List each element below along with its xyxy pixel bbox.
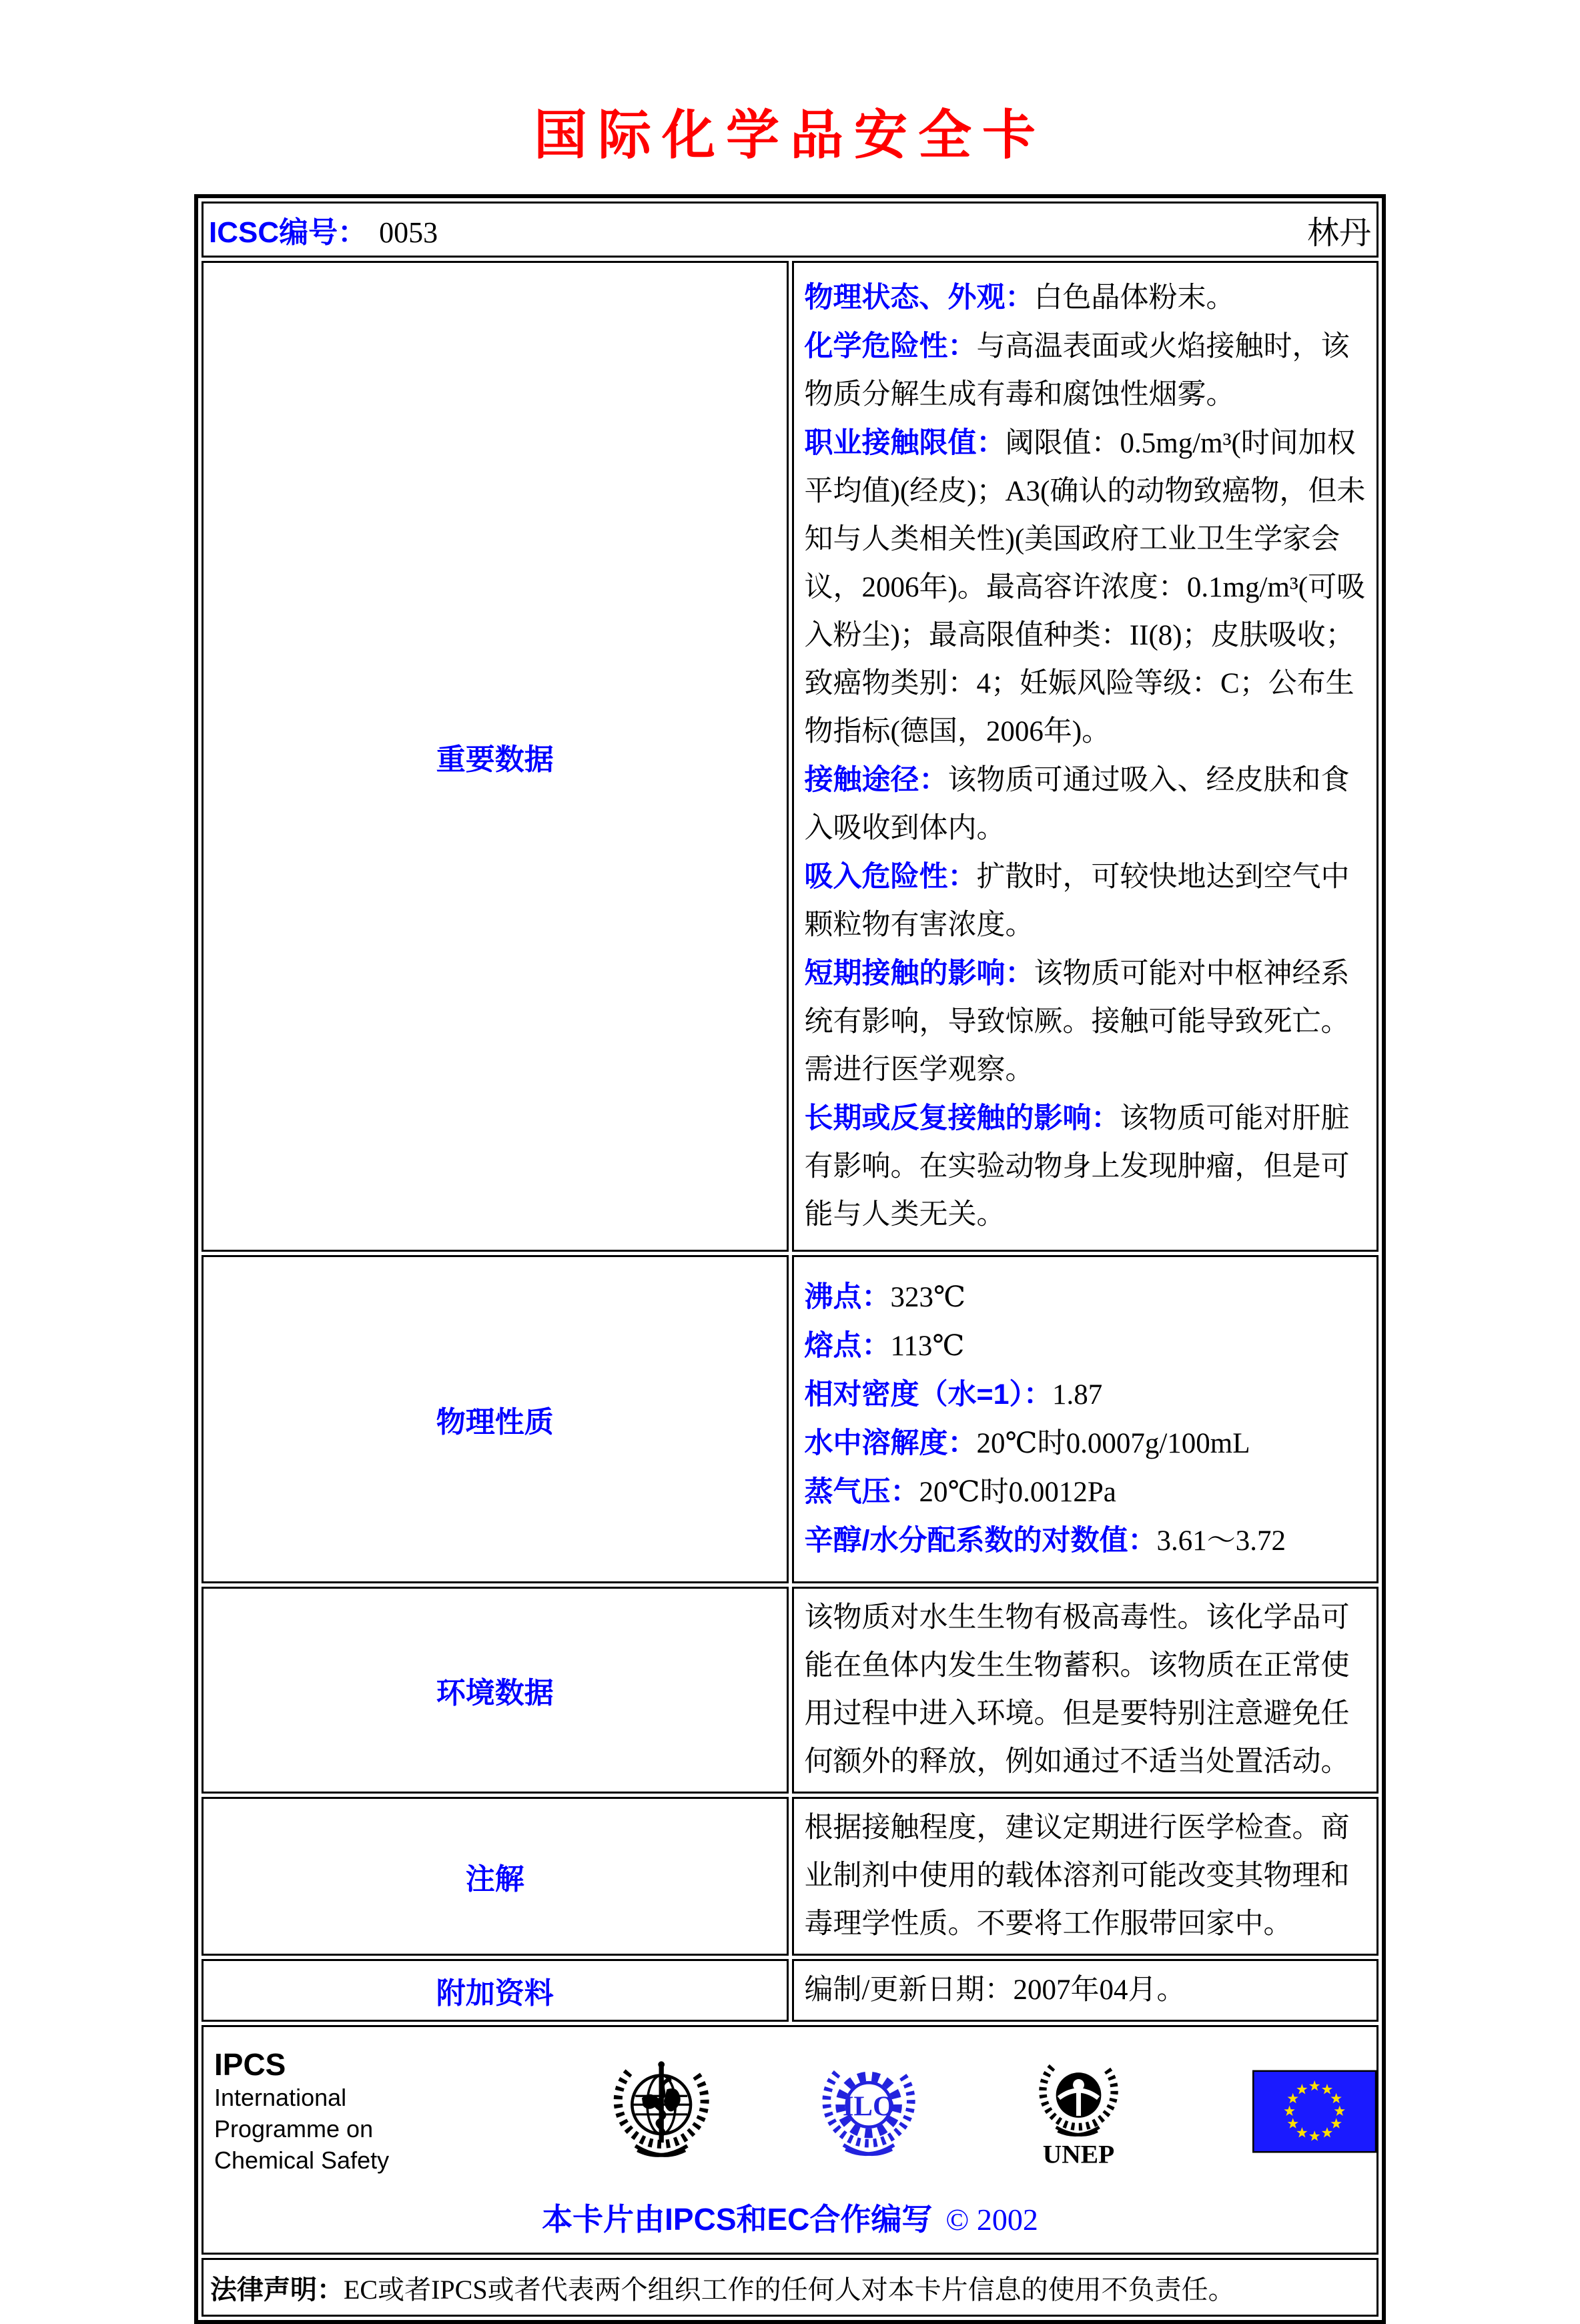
data-item	[805, 756, 1369, 853]
field-label: 短期接触的影响：	[804, 957, 1034, 990]
field-label: 化学危险性：	[804, 330, 977, 362]
ipcs-subtitle-line: Chemical Safety	[214, 2146, 390, 2174]
table-row	[202, 1587, 1378, 1794]
unep-logo-icon	[1032, 2044, 1126, 2178]
field-label: 物理状态、外观：	[804, 282, 1034, 314]
svg-text:UNEP: UNEP	[1042, 2139, 1114, 2169]
data-item	[805, 1419, 1369, 1468]
data-item	[805, 274, 1369, 322]
field-label: 职业接触限值：	[804, 427, 1006, 459]
data-item	[805, 1094, 1369, 1239]
field-value: 该物质对水生生物有极高毒性。该化学品可能在鱼体内发生生物蓄积。该物质在正常使用过程中进入环境。但是要特别注意避免任何额外的释放，例如通过不适当处置活动。	[804, 1602, 1350, 1778]
copyright-text: © 2002	[945, 2203, 1038, 2237]
page-title: 国际化学品安全卡	[534, 107, 1046, 165]
field-value: 20℃时0.0007g/100mL	[976, 1428, 1250, 1459]
field-label: 水中溶解度：	[804, 1427, 977, 1459]
field-value: 扩散时，可较快地达到空气中颗粒物有害浓度。	[804, 861, 1350, 941]
field-value: 323℃	[890, 1282, 966, 1313]
notes-content	[792, 1797, 1379, 1956]
eu-flag-icon	[1252, 2063, 1376, 2160]
icsc-number-value: 0053	[379, 216, 438, 249]
field-label: 熔点：	[804, 1330, 891, 1362]
data-item	[805, 1966, 1369, 2014]
field-label: 吸入危险性：	[804, 861, 977, 893]
field-label: 长期或反复接触的影响：	[804, 1102, 1120, 1134]
environmental-data-content	[792, 1587, 1379, 1794]
section-label-additional-info: 附加资料	[202, 1959, 789, 2022]
table-row	[202, 202, 1378, 258]
data-item	[805, 1594, 1369, 1786]
ipcs-title: IPCS	[214, 2046, 286, 2082]
logos-cell	[202, 2025, 1378, 2255]
ipcs-subtitle-line: Programme on	[214, 2114, 374, 2143]
section-label-environmental-data: 环境数据	[202, 1587, 789, 1794]
legal-label: 法律声明：	[210, 2275, 344, 2305]
table-row	[202, 1959, 1378, 2022]
svg-text:ILO: ILO	[842, 2090, 895, 2122]
field-value: 20℃时0.0012Pa	[919, 1477, 1116, 1508]
ilo-logo-icon	[816, 2051, 921, 2171]
legal-text: EC或者IPCS或者代表两个组织工作的任何人对本卡片信息的使用不负责任。	[344, 2274, 1235, 2305]
chemical-name: 林丹	[1306, 215, 1371, 251]
legal-cell	[202, 2258, 1378, 2317]
field-value: 该物质可能对肝脏有影响。在实验动物身上发现肿瘤，但是可能与人类无关。	[804, 1103, 1350, 1230]
physical-properties-content	[792, 1255, 1379, 1583]
section-label-physical-properties: 物理性质	[202, 1255, 789, 1583]
data-item	[805, 322, 1369, 419]
field-value: 白色晶体粉末。	[1034, 282, 1235, 314]
table-row	[202, 1797, 1378, 1956]
field-label: 沸点：	[804, 1281, 891, 1313]
header-cell	[202, 202, 1378, 258]
data-item	[805, 419, 1369, 756]
additional-info-content	[792, 1959, 1379, 2022]
ipcs-block	[214, 2047, 414, 2176]
data-item	[805, 1322, 1369, 1371]
data-item	[805, 1273, 1369, 1322]
icsc-number-label: ICSC编号：	[209, 216, 368, 249]
field-value: 阈限值：0.5mg/m³(时间加权平均值)(经皮)；A3(确认的动物致癌物，但未知与人类相关性)(美国政府工业卫生学家会议，2006年)。最高容许浓度：0.1mg/m³(可吸入粉尘)；最高限值种类：II(8)；皮肤吸收；致癌物类别：4；妊娠风险等级：C；公布生物指标(德国，2006年)。	[804, 428, 1366, 747]
section-label-important-data: 重要数据	[202, 261, 789, 1252]
icsc-card-table	[194, 194, 1386, 2324]
field-label: 相对密度（水=1）：	[804, 1379, 1053, 1411]
field-label: 接触途径：	[804, 764, 948, 796]
credit-text: 本卡片由IPCS和EC合作编写	[542, 2202, 933, 2237]
table-row	[202, 2258, 1378, 2317]
field-value: 3.61～3.72	[1156, 1525, 1286, 1557]
table-row	[202, 2025, 1378, 2255]
table-row	[202, 261, 1378, 1252]
data-item	[805, 1517, 1369, 1565]
credit-line	[204, 2195, 1376, 2239]
ipcs-subtitle-line: International	[214, 2083, 347, 2111]
field-value: 该物质可能对中枢神经系统有影响，导致惊厥。接触可能导致死亡。需进行医学观察。	[804, 958, 1350, 1086]
data-item	[805, 1804, 1369, 1948]
table-row	[202, 1255, 1378, 1583]
field-value: 1.87	[1052, 1379, 1103, 1411]
data-item	[805, 1468, 1369, 1517]
field-value: 与高温表面或火焰接触时，该物质分解生成有毒和腐蚀性烟雾。	[804, 331, 1350, 410]
section-label-notes: 注解	[202, 1797, 789, 1956]
data-item	[805, 853, 1369, 949]
important-data-content	[792, 261, 1379, 1252]
data-item	[805, 949, 1369, 1094]
field-value: 该物质可通过吸入、经皮肤和食入吸收到体内。	[804, 765, 1350, 844]
field-label: 辛醇/水分配系数的对数值：	[804, 1525, 1157, 1557]
field-value: 编制/更新日期：2007年04月。	[804, 1974, 1186, 2006]
who-logo-icon	[607, 2048, 715, 2175]
field-value: 根据接触程度，建议定期进行医学检查。商业制剂中使用的载体溶剂可能改变其物理和毒理学性质。不要将工作服带回家中。	[804, 1812, 1350, 1940]
data-item	[805, 1371, 1369, 1419]
field-value: 113℃	[890, 1330, 965, 1362]
field-label: 蒸气压：	[804, 1476, 919, 1508]
